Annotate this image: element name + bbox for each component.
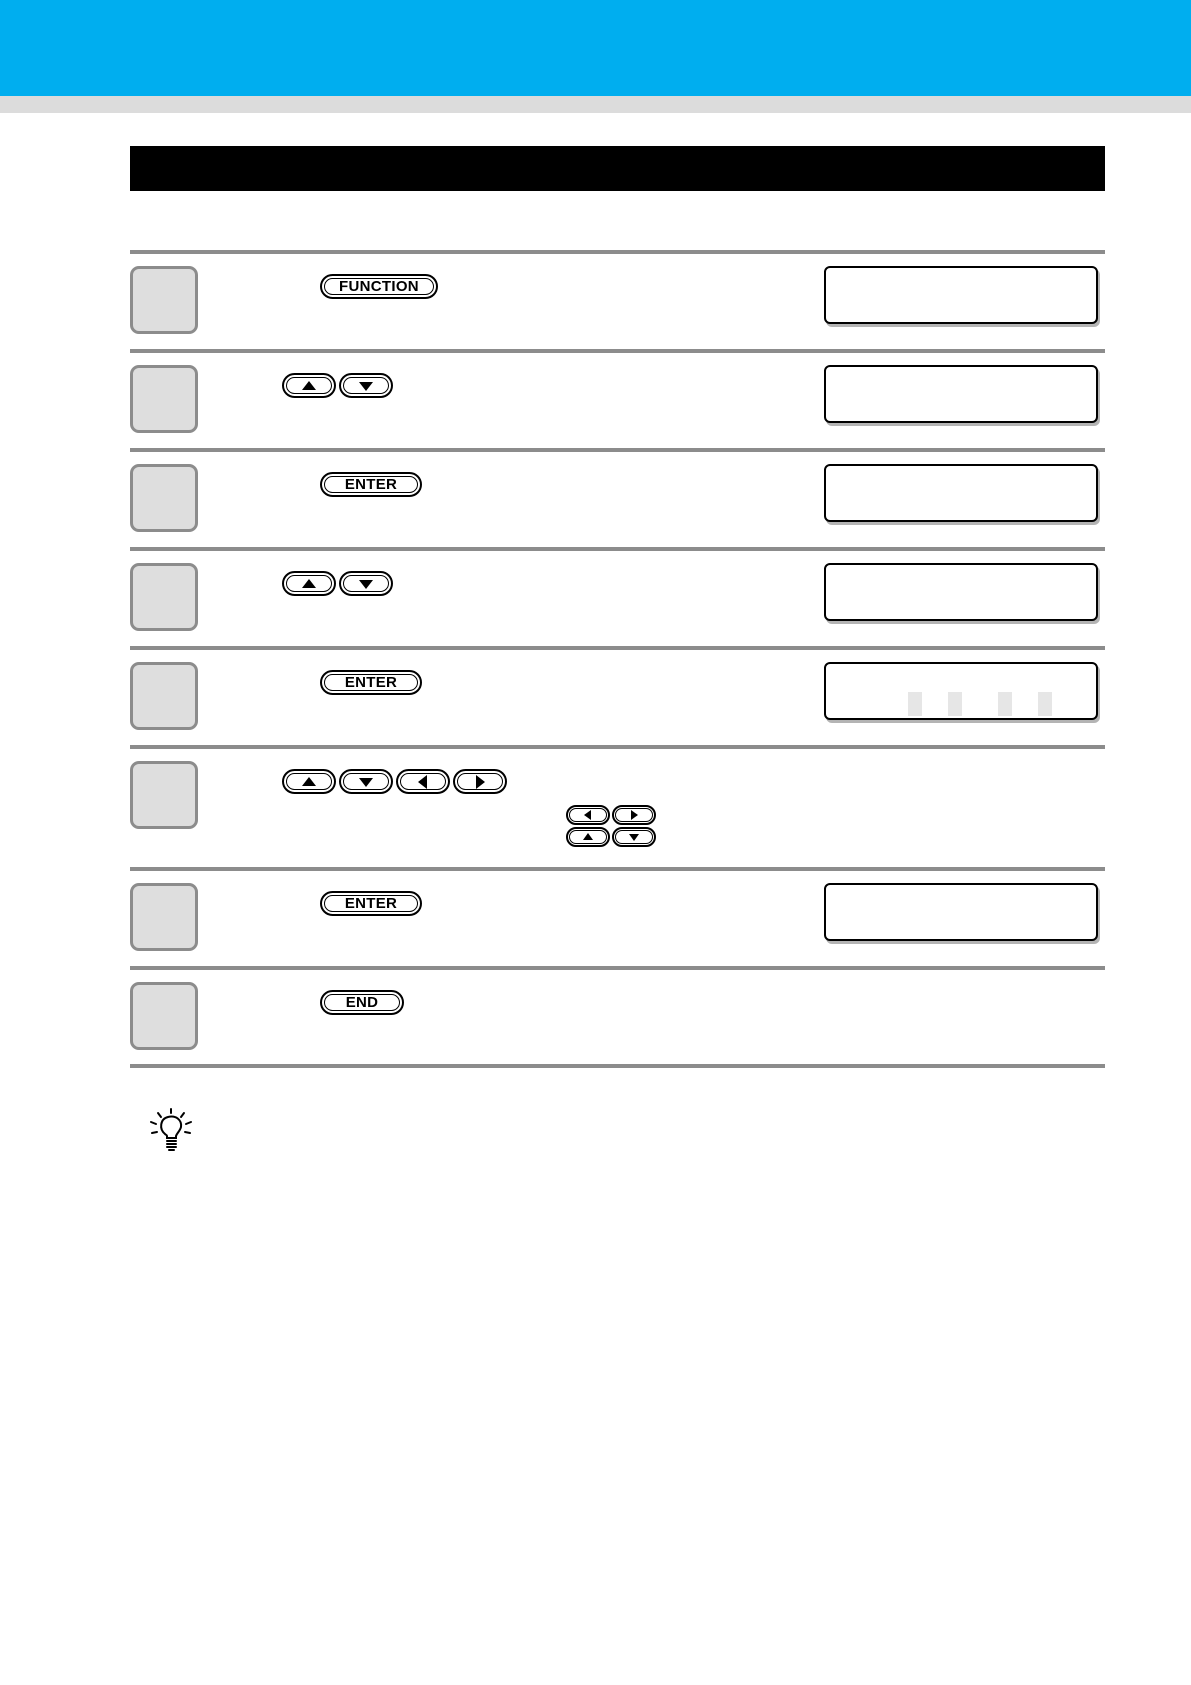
lcd-cursor-block xyxy=(948,692,962,716)
up-arrow-icon xyxy=(302,381,316,390)
down-arrow-icon xyxy=(359,580,373,589)
section-title-bar xyxy=(130,146,1105,191)
left-arrow-icon xyxy=(584,810,591,820)
header-band xyxy=(0,0,1191,96)
function-key[interactable] xyxy=(320,274,438,299)
enter-key[interactable] xyxy=(320,670,422,695)
down-key[interactable] xyxy=(339,769,393,794)
left-arrow-icon xyxy=(418,775,427,789)
enter-key[interactable] xyxy=(320,891,422,916)
right-key[interactable] xyxy=(453,769,507,794)
down-arrow-icon xyxy=(359,382,373,391)
up-key[interactable] xyxy=(282,571,336,596)
lcd-cursor-block xyxy=(1038,692,1052,716)
up-key[interactable] xyxy=(282,373,336,398)
left-key[interactable] xyxy=(566,805,610,825)
step-7 xyxy=(130,867,1105,966)
right-key[interactable] xyxy=(612,805,656,825)
lcd-display xyxy=(824,266,1098,324)
step-4 xyxy=(130,547,1105,646)
enter-key-label: ENTER xyxy=(324,476,418,493)
header-sub-band xyxy=(0,96,1191,113)
lcd-cursor-block xyxy=(998,692,1012,716)
step-number-box xyxy=(130,365,198,433)
step-5 xyxy=(130,646,1105,745)
end-key-label: END xyxy=(324,994,400,1011)
right-arrow-icon xyxy=(476,775,485,789)
lcd-display xyxy=(824,662,1098,720)
step-2 xyxy=(130,349,1105,448)
lcd-cursor-block xyxy=(908,692,922,716)
step-number-box xyxy=(130,761,198,829)
procedure-steps xyxy=(130,250,1105,1068)
enter-key[interactable] xyxy=(320,472,422,497)
step-1 xyxy=(130,250,1105,349)
up-key[interactable] xyxy=(282,769,336,794)
up-arrow-icon xyxy=(302,579,316,588)
down-arrow-icon xyxy=(629,834,639,841)
right-arrow-icon xyxy=(631,810,638,820)
step-number-box xyxy=(130,266,198,334)
step-3 xyxy=(130,448,1105,547)
lightbulb-icon xyxy=(148,1108,196,1156)
lcd-display xyxy=(824,563,1098,621)
lcd-display xyxy=(824,365,1098,423)
function-key-label: FUNCTION xyxy=(324,278,434,295)
step-number-box xyxy=(130,563,198,631)
step-number-box xyxy=(130,883,198,951)
down-key[interactable] xyxy=(339,571,393,596)
down-arrow-icon xyxy=(359,778,373,787)
left-key[interactable] xyxy=(396,769,450,794)
enter-key-label: ENTER xyxy=(324,895,418,912)
enter-key-label: ENTER xyxy=(324,674,418,691)
up-arrow-icon xyxy=(583,833,593,840)
step-number-box xyxy=(130,464,198,532)
step-number-box xyxy=(130,662,198,730)
up-arrow-icon xyxy=(302,777,316,786)
up-key[interactable] xyxy=(566,827,610,847)
step-8 xyxy=(130,966,1105,1068)
lcd-display xyxy=(824,464,1098,522)
down-key[interactable] xyxy=(339,373,393,398)
down-key[interactable] xyxy=(612,827,656,847)
step-6 xyxy=(130,745,1105,867)
lcd-display xyxy=(824,883,1098,941)
step-number-box xyxy=(130,982,198,1050)
end-key[interactable] xyxy=(320,990,404,1015)
